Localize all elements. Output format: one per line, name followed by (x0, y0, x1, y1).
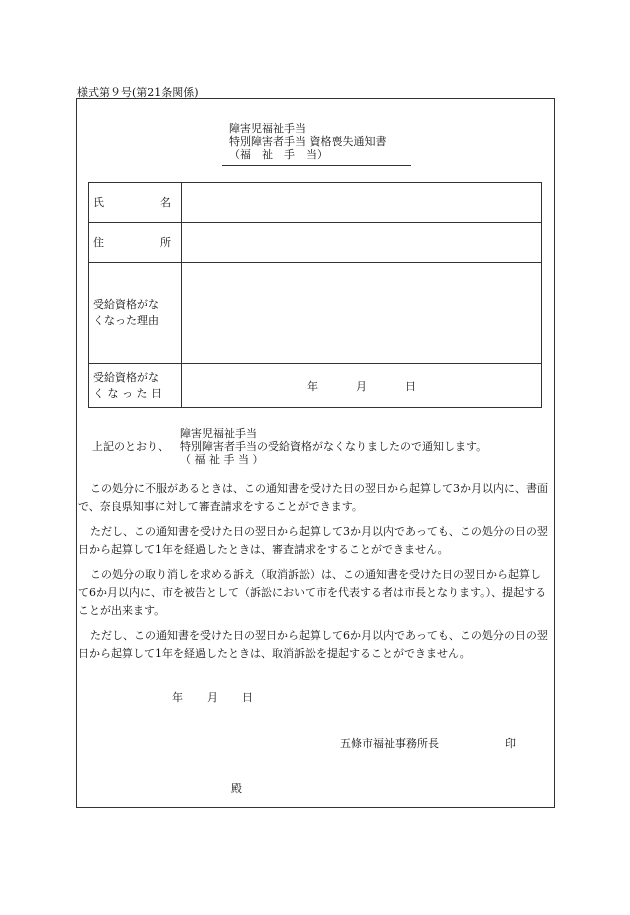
seal-mark: 印 (505, 737, 516, 750)
name-field[interactable] (182, 183, 542, 223)
table-row (89, 364, 542, 408)
title-line-welfare: （福 祉 手 当） (229, 148, 328, 161)
issuer-name: 五條市福祉事務所長 (340, 737, 439, 750)
date-label: 受給資格がな く な っ た 日 (89, 364, 182, 408)
notice-prefix: 上記のとおり、 (92, 440, 169, 453)
notice-line-1: 障害児福祉手当 (180, 427, 257, 440)
address-label: 住 所 (89, 223, 182, 263)
lawsuit-paragraph: この処分の取り消しを求める訴え（取消訴訟）は、この通知書を受けた日の翌日から起算して6か月以内に、市を被告として（訴訟において市を代表する者は市長となります。）、提起することが出来ます。 (78, 568, 547, 617)
table-row (89, 183, 542, 223)
table-row (89, 223, 542, 263)
reason-label: 受給資格がな くなった理由 (89, 263, 182, 364)
lawsuit-limit-paragraph: ただし、この通知書を受けた日の翌日から起算して6か月以内であっても、この処分の日の翌日から起算して1年を経過したときは、取消訴訟を提起することができません。 (78, 629, 548, 660)
loss-date-field[interactable]: 年 月 日 (182, 364, 542, 408)
title-notice-name: 資格喪失通知書 (309, 135, 387, 148)
notice-line-3: （ 福 祉 手 当 ） (180, 453, 264, 466)
address-field[interactable] (182, 223, 542, 263)
table-row (89, 263, 542, 364)
title-line-child-welfare: 障害児福祉手当 (229, 122, 306, 135)
name-label: 氏 名 (89, 183, 182, 223)
title-underline (222, 165, 411, 166)
issue-date: 年 月 日 (172, 691, 253, 704)
info-table (88, 182, 542, 408)
document-title (229, 122, 387, 161)
recipient-honorific: 殿 (231, 782, 242, 795)
appeal-paragraph: この処分に不服があるときは、この通知書を受けた日の翌日から起算して3か月以内に、書面で、奈良県知事に対して審査請求をすることができます。 (78, 482, 548, 513)
title-line-special: 特別障害者手当 資格喪失通知書 (229, 135, 387, 148)
form-number: 様式第９号(第21条関係) (77, 86, 199, 99)
notice-line-2: 特別障害者手当の受給資格がなくなりましたので通知します。 (180, 440, 488, 453)
appeal-limit-paragraph: ただし、この通知書を受けた日の翌日から起算して3か月以内であっても、この処分の日の翌日から起算して1年を経過したときは、審査請求をすることができません。 (78, 525, 548, 556)
reason-field[interactable] (182, 263, 542, 364)
